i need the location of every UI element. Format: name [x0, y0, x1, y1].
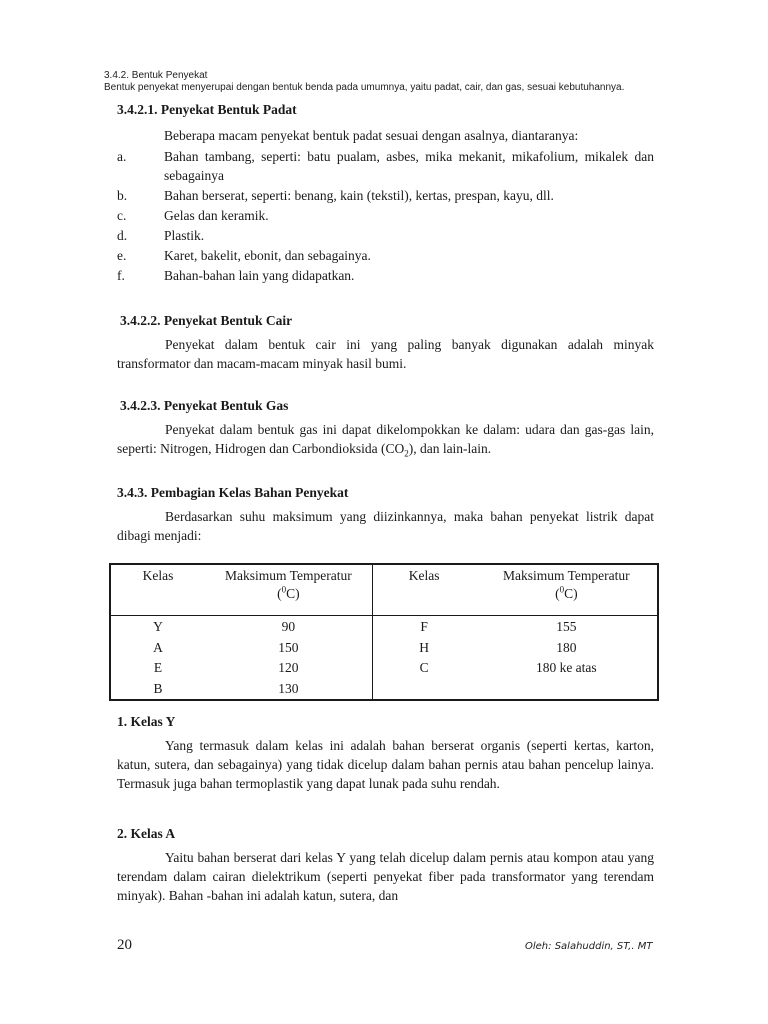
table-cell: 150 — [278, 639, 299, 655]
heading-penyekat-cair: 3.4.2.2. Penyekat Bentuk Cair — [120, 313, 293, 328]
paragraph-kelas-a: Yaitu bahan berserat dari kelas Y yang telah dicelup dalam pernis atau kompon atau yang terendam dalam cairan dielektrikum (seperti penyekat fiber pada transformator yang terendam minyak). Bahan -bahan ini adalah katun, sutera, dan — [117, 850, 654, 903]
column-kelas-left — [110, 616, 205, 701]
list-item — [117, 186, 654, 206]
section-description: Bentuk penyekat menyerupai dengan bentuk benda pada umumnya, yaitu padat, cair, dan gas, sesuai kebutuhannya. — [104, 82, 625, 93]
header-temp-right — [476, 564, 658, 616]
header-temp-label: Maksimum Temperatur — [225, 568, 352, 583]
list-padat — [117, 147, 654, 286]
list-text: Bahan-bahan lain yang didapatkan. — [164, 268, 355, 283]
table-cell: Y — [153, 619, 163, 634]
degree-sup: 0 — [281, 584, 287, 595]
table-cell: E — [153, 660, 163, 675]
header-temp-label: Maksimum Temperatur — [502, 568, 630, 583]
heading-pembagian-kelas: 3.4.3. Pembagian Kelas Bahan Penyekat — [117, 485, 349, 500]
heading-penyekat-padat: 3.4.2.1. Penyekat Bentuk Padat — [117, 102, 297, 117]
list-item — [117, 226, 654, 246]
paragraph-penyekat-cair: Penyekat dalam bentuk cair ini yang paling banyak digunakan adalah minyak transformator dan macam-macam minyak hasil bumi. — [117, 337, 654, 371]
paragraph-padat-intro: Beberapa macam penyekat bentuk padat sesuai dengan asalnya, diantaranya: — [164, 128, 579, 143]
gas-text-before: Penyekat dalam bentuk gas ini dapat dikelompokkan ke dalam: udara dan gas-gas lain, seperti: Nitrogen, Hidrogen dan Carbondioksida (CO — [117, 422, 654, 456]
list-text: Plastik. — [164, 228, 205, 243]
paragraph-pembagian-kelas: Berdasarkan suhu maksimum yang diizinkannya, maka bahan penyekat listrik dapat dibagi menjadi: — [117, 509, 654, 543]
heading-kelas-y: 1. Kelas Y — [117, 714, 176, 729]
table-cell: F — [420, 619, 428, 634]
table-cell: 180 ke atas — [535, 660, 597, 675]
column-temp-left — [205, 616, 372, 701]
unit-open: ( — [555, 586, 560, 601]
table-cell: B — [153, 680, 163, 696]
list-item — [117, 246, 654, 266]
unit-open: ( — [277, 586, 282, 601]
list-marker: b. — [117, 188, 128, 203]
list-item — [117, 206, 654, 226]
table-body-row — [110, 616, 658, 701]
unit-close: C) — [564, 586, 578, 601]
table-cell: 120 — [278, 660, 299, 675]
header-temp-left — [205, 564, 372, 616]
column-temp-right — [476, 616, 658, 701]
table-cell: 180 — [556, 639, 577, 655]
list-marker: c. — [117, 208, 127, 223]
unit-close: C) — [286, 586, 300, 601]
section-title: 3.4.2. Bentuk Penyekat — [104, 70, 208, 81]
list-marker: d. — [117, 228, 128, 243]
list-text: Bahan tambang, seperti: batu pualam, asbes, mika mekanit, mikafolium, mikalek dan sebagainya — [164, 149, 654, 183]
heading-kelas-a: 2. Kelas A — [117, 826, 176, 841]
page-number: 20 — [117, 937, 132, 953]
table-cell: 130 — [278, 680, 299, 696]
header-kelas-right: Kelas — [372, 564, 475, 616]
list-marker: e. — [117, 248, 127, 263]
degree-sup: 0 — [559, 584, 565, 595]
column-kelas-right — [372, 616, 475, 701]
list-text: Gelas dan keramik. — [164, 208, 269, 223]
list-marker: f. — [117, 268, 125, 283]
table-cell: A — [153, 639, 163, 655]
list-marker: a. — [117, 149, 127, 164]
table-cell: 90 — [281, 619, 296, 634]
paragraph-penyekat-gas — [117, 420, 654, 458]
footer-author: Oleh: Salahuddin, ST,. MT — [525, 941, 653, 952]
list-text: Bahan berserat, seperti: benang, kain (tekstil), kertas, prespan, kayu, dll. — [164, 188, 554, 203]
insulation-class-table — [109, 563, 659, 701]
table-header-row — [110, 564, 658, 616]
heading-penyekat-gas: 3.4.2.3. Penyekat Bentuk Gas — [120, 398, 289, 413]
header-kelas-left: Kelas — [110, 564, 205, 616]
list-item — [117, 266, 654, 286]
table-cell: 155 — [556, 619, 577, 634]
gas-text-after: ), dan lain-lain. — [408, 441, 492, 456]
co2-subscript: 2 — [404, 448, 409, 459]
list-text: Karet, bakelit, ebonit, dan sebagainya. — [164, 248, 371, 263]
list-item — [117, 147, 654, 185]
table-cell: C — [419, 660, 429, 675]
table-cell: H — [419, 639, 429, 655]
paragraph-kelas-y: Yang termasuk dalam kelas ini adalah bahan berserat organis (seperti kertas, karton, katun, sutera, dan sebagainya) yang tidak dicelup dalam bahan pernis atau bahan pencelup lainya. Termasuk juga bahan termoplastik yang dapat lunak pada suhu rendah. — [117, 738, 654, 791]
